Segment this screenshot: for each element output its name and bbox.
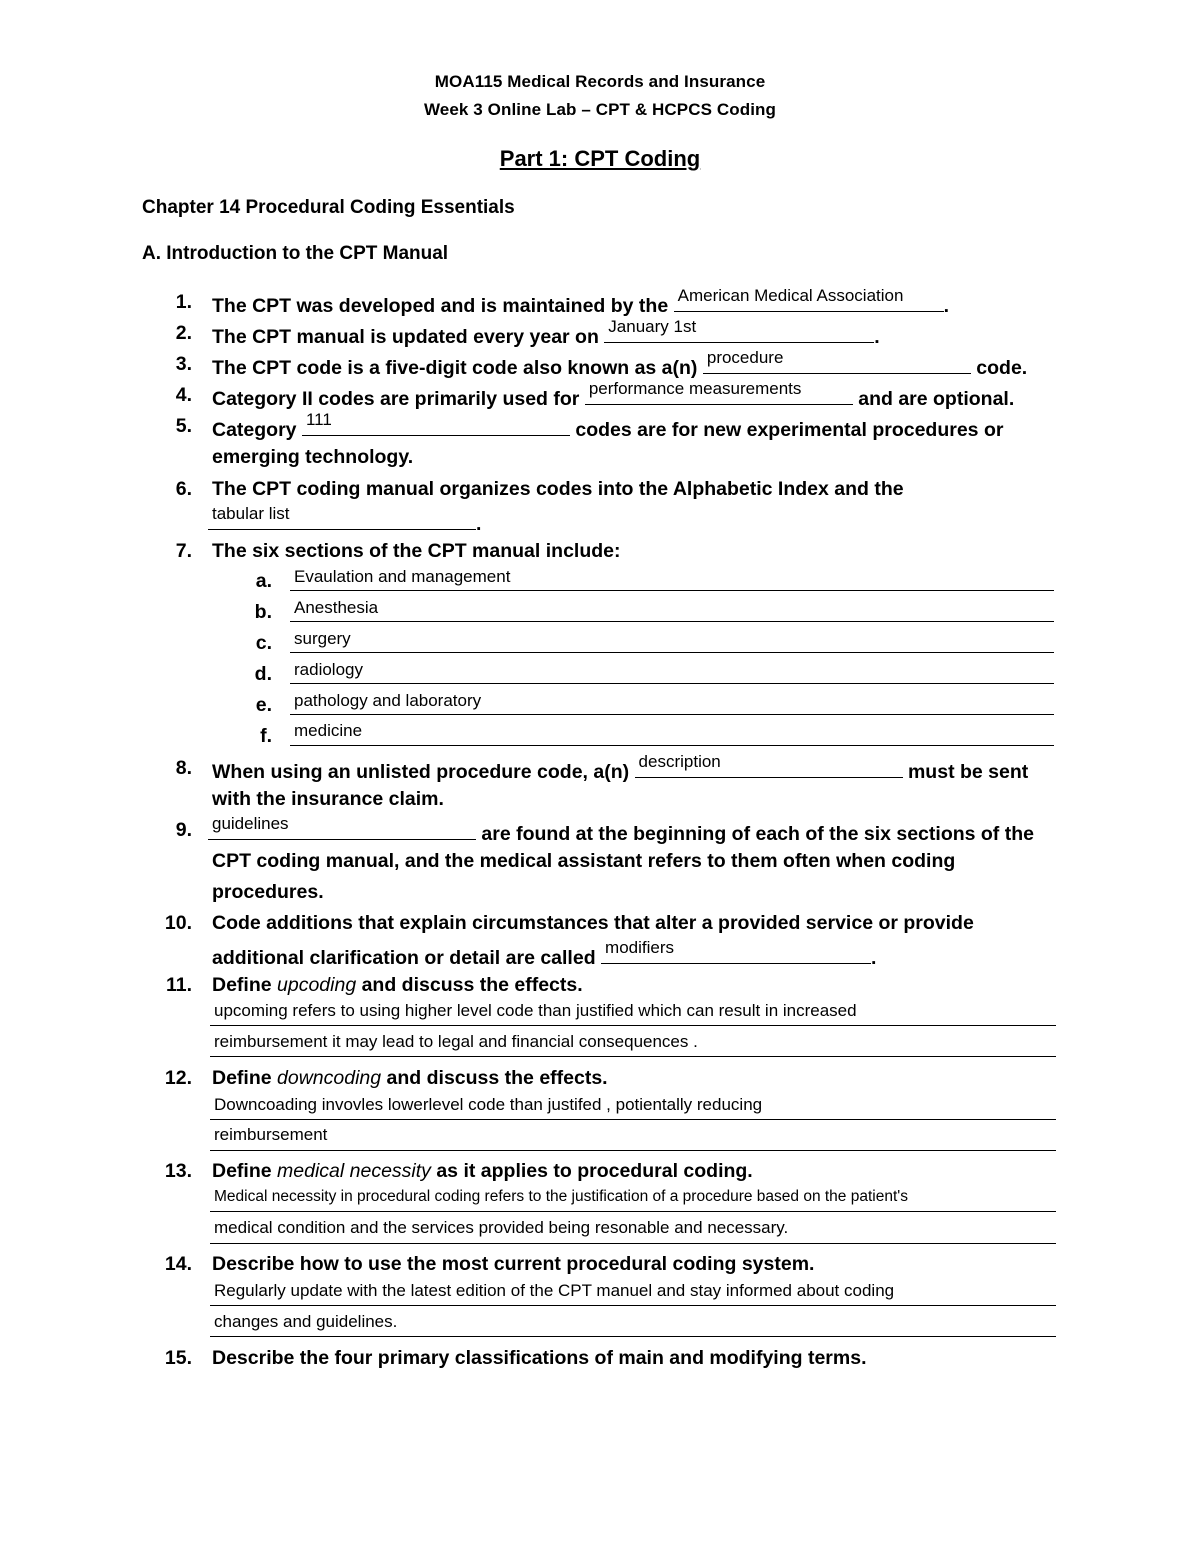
question-text: Category II codes are primarily used for [212,388,580,410]
question-number: 12. [164,1067,192,1089]
answer-text: medicine [294,721,363,740]
question-number: 3. [175,353,192,375]
answer-blank[interactable] [208,814,476,840]
answer-text: performance measurements [588,379,802,398]
answer-text: changes and guidelines. [214,1312,398,1331]
answer-text: surgery [294,629,351,648]
lab-title: Week 3 Online Lab – CPT & HCPCS Coding [423,100,777,119]
question-6: The CPT coding manual organizes codes into the Alphabetic Index and the [212,478,904,500]
question-text: as it applies to procedural coding. [430,1160,753,1182]
question-term: upcoding [277,974,357,996]
question-4 [212,379,1015,411]
question-text: When using an unlisted procedure code, a(n) [212,761,630,783]
question-text: must be sent [907,761,1029,783]
answer-line[interactable] [290,723,1054,746]
answer-blank[interactable] [703,348,971,374]
question-number: 10. [164,912,192,934]
answer-blank[interactable] [604,317,874,343]
question-5 [212,410,1004,442]
question-9-continued: CPT coding manual, and the medical assistant refers to them often when coding [212,850,956,872]
answer-line[interactable] [290,599,1054,622]
question-15: Describe the four primary classifications of main and modifying terms. [212,1347,867,1369]
question-text: and discuss the effects. [381,1067,608,1089]
question-text: Category [212,419,297,441]
answer-text: upcoming refers to using higher level code than justified which can result in increased [214,1001,857,1020]
question-text: Define [212,1160,278,1182]
answer-text: Medical necessity in procedural coding refers to the justification of a procedure based on the patient's [214,1188,908,1205]
question-number: 1. [175,291,192,313]
part-title: Part 1: CPT Coding [499,146,701,171]
item-letter: a. [255,570,272,592]
question-number: 5. [175,415,192,437]
question-number: 14. [164,1253,192,1275]
answer-text: Anesthesia [294,598,379,617]
answer-blank[interactable] [208,504,476,530]
answer-text: modifiers [605,938,675,957]
question-9-continued: procedures. [212,881,324,903]
answer-text: reimbursement [214,1125,328,1144]
answer-text: reimbursement it may lead to legal and financial consequences . [214,1032,698,1051]
question-text: and discuss the effects. [356,974,583,996]
answer-line[interactable] [290,661,1054,684]
question-text: . [476,513,482,535]
question-10: Code additions that explain circumstances that alter a provided service or provide [212,912,974,934]
question-number: 11. [165,974,192,996]
question-6-continued [212,504,482,536]
question-text: The CPT manual is updated every year on [212,326,599,348]
question-number: 6. [175,478,192,500]
question-text: The CPT code is a five-digit code also known as a(n) [212,357,698,379]
item-letter: d. [254,663,272,685]
question-2 [212,317,880,349]
answer-text: January 1st [608,317,697,336]
question-11 [212,973,583,997]
question-12 [212,1066,608,1090]
question-number: 9. [175,819,192,841]
question-text: The CPT was developed and is maintained by the [212,295,669,317]
answer-text: 111 [305,410,332,429]
question-text: code. [976,357,1028,379]
question-8 [212,752,1029,784]
answer-line[interactable] [290,630,1054,653]
question-term: medical necessity [277,1160,431,1182]
answer-text: Regularly update with the latest edition of the CPT manuel and stay informed about coding [214,1281,895,1300]
question-number: 8. [175,757,192,779]
answer-text: description [638,752,721,771]
question-text: . [943,295,950,317]
question-text: are found at the beginning of each of the six sections of the [481,823,1034,845]
answer-blank[interactable] [601,938,871,964]
answer-text: radiology [294,660,363,679]
course-title: MOA115 Medical Records and Insurance [434,72,766,91]
question-text: additional clarification or detail are called [212,947,596,969]
answer-line[interactable] [210,1128,1056,1151]
section-heading: A. Introduction to the CPT Manual [142,243,449,264]
question-number: 2. [175,322,192,344]
answer-text: Downcoading invovles lowerlevel code than justifed , potientally reducing [214,1095,763,1114]
question-text: . [874,326,880,348]
item-letter: c. [255,632,272,654]
question-number: 4. [175,384,192,406]
chapter-heading: Chapter 14 Procedural Coding Essentials [142,197,515,218]
item-letter: b. [254,601,272,623]
question-9 [212,814,1034,846]
answer-text: tabular list [212,504,290,523]
answer-blank[interactable] [674,286,944,312]
answer-text: American Medical Association [677,286,904,305]
question-3 [212,348,1028,380]
question-term: downcoding [277,1067,382,1089]
question-text: and are optional. [858,388,1015,410]
answer-text: medical condition and the services provided being resonable and necessary. [214,1218,789,1237]
answer-text: guidelines [212,814,289,833]
question-5-continued: emerging technology. [212,446,414,468]
question-1 [212,286,950,318]
answer-text: pathology and laboratory [294,691,482,710]
item-letter: f. [260,725,272,747]
question-number: 15. [164,1347,192,1369]
answer-blank[interactable] [302,410,570,436]
question-text: codes are for new experimental procedures or [575,419,1004,441]
question-text: Define [212,1067,278,1089]
answer-text: Evaulation and management [294,567,511,586]
question-text: . [871,947,877,969]
question-8-continued: with the insurance claim. [212,788,444,810]
answer-text: procedure [706,348,784,367]
question-7: The six sections of the CPT manual include: [212,540,621,562]
answer-blank[interactable] [585,379,853,405]
question-10-continued [212,938,877,970]
question-number: 7. [175,540,192,562]
question-13 [212,1159,753,1183]
item-letter: e. [255,694,272,716]
answer-blank[interactable] [635,752,903,778]
question-text: Define [212,974,278,996]
question-number: 13. [164,1160,192,1182]
question-14: Describe how to use the most current procedural coding system. [212,1253,815,1275]
